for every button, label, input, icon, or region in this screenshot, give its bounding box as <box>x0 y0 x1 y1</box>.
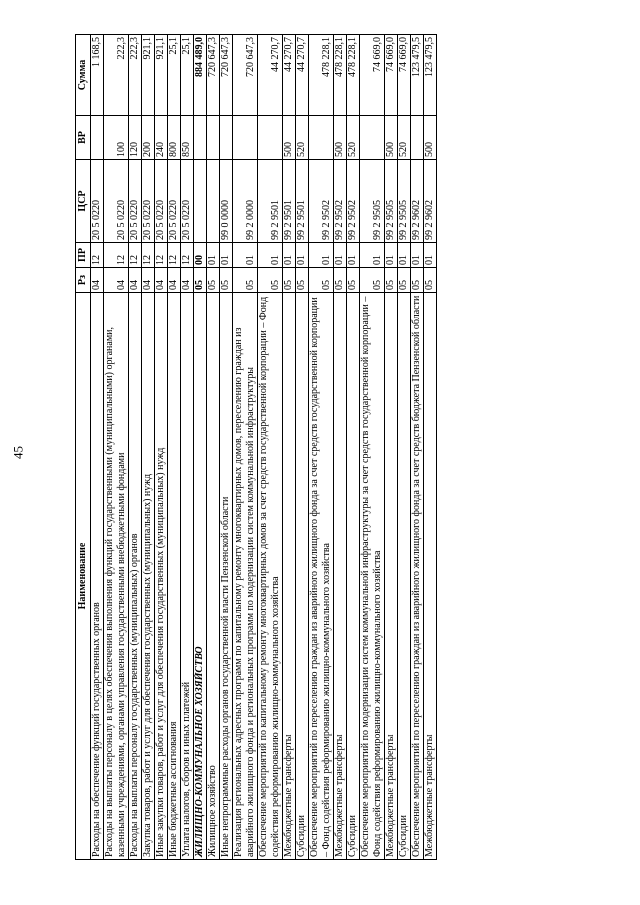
cell-rz: 05 <box>360 268 385 293</box>
cell-rz: 05 <box>424 268 437 293</box>
header-name: Наименование <box>76 293 91 860</box>
cell-pr: 01 <box>309 243 334 268</box>
cell-pr: 12 <box>168 243 181 268</box>
table-row <box>104 35 129 860</box>
table-row <box>194 35 207 860</box>
cell-csr: 99 2 9602 <box>411 160 424 243</box>
cell-pr: 01 <box>398 243 411 268</box>
cell-pr: 01 <box>334 243 347 268</box>
table-row <box>168 35 181 860</box>
cell-vr: 520 <box>296 116 309 160</box>
cell-vr: 500 <box>283 116 296 160</box>
cell-rz: 05 <box>309 268 334 293</box>
cell-pr: 01 <box>360 243 385 268</box>
table-row <box>360 35 385 860</box>
cell-sum: 74 669,0 <box>360 35 385 116</box>
table-row <box>233 35 258 860</box>
cell-name: Реализация региональных адресных программ по капитальному ремонту многоквартирных домов, переселению граждан из аварийного жилищного фонда и региональных программ по модернизации систем коммунальной инфраструктуры <box>233 293 258 860</box>
cell-csr: 99 2 9501 <box>258 160 283 243</box>
cell-name: Обеспечение мероприятий по капитальному ремонту многоквартирных домов за счет средств государственной корпорации – Фонд содействия реформированию жилищно-коммунального хозяйства <box>258 293 283 860</box>
cell-pr: 01 <box>220 243 233 268</box>
table-row <box>385 35 398 860</box>
cell-pr: 12 <box>104 243 129 268</box>
cell-sum: 123 479,5 <box>424 35 437 116</box>
cell-csr: 99 2 9502 <box>334 160 347 243</box>
cell-rz: 05 <box>233 268 258 293</box>
cell-rz: 05 <box>258 268 283 293</box>
cell-pr: 01 <box>411 243 424 268</box>
cell-pr: 01 <box>296 243 309 268</box>
cell-pr: 12 <box>155 243 168 268</box>
cell-rz: 04 <box>155 268 168 293</box>
table-row <box>155 35 168 860</box>
cell-csr: 99 2 9602 <box>424 160 437 243</box>
cell-sum: 123 479,5 <box>411 35 424 116</box>
table-row <box>424 35 437 860</box>
cell-csr: 20 5 0220 <box>155 160 168 243</box>
cell-csr: 20 5 0220 <box>104 160 129 243</box>
table-row <box>181 35 194 860</box>
cell-sum: 25,1 <box>181 35 194 116</box>
cell-sum: 222,3 <box>129 35 142 116</box>
header-sum: Сумма <box>76 35 91 116</box>
cell-name: Межбюджетные трансферты <box>334 293 347 860</box>
cell-pr: 01 <box>347 243 360 268</box>
cell-rz: 04 <box>129 268 142 293</box>
cell-name: Обеспечение мероприятий по переселению граждан из аварийного жилищного фонда за счет средств государственной корпорации – Фонд содействия реформированию жилищно-коммунального хозяйства <box>309 293 334 860</box>
cell-csr: 99 2 9505 <box>398 160 411 243</box>
cell-rz: 05 <box>398 268 411 293</box>
table-row <box>334 35 347 860</box>
cell-name: Субсидии <box>347 293 360 860</box>
cell-sum: 74 669,0 <box>398 35 411 116</box>
cell-name: Межбюджетные трансферты <box>385 293 398 860</box>
table-body <box>91 35 437 860</box>
rotated-page-content <box>75 35 595 860</box>
cell-name: Расходы на выплаты персоналу государственных (муниципальных) органов <box>129 293 142 860</box>
cell-vr <box>207 116 220 160</box>
cell-name: Обеспечение мероприятий по модернизации систем коммунальной инфраструктуры за счет средств государственной корпорации – Фонд содействия реформированию жилищно-коммунального хозяйства <box>360 293 385 860</box>
cell-csr: 99 2 9502 <box>347 160 360 243</box>
cell-sum: 921,1 <box>155 35 168 116</box>
cell-rz: 04 <box>181 268 194 293</box>
cell-csr: 99 2 9502 <box>309 160 334 243</box>
cell-csr: 99 2 9505 <box>385 160 398 243</box>
cell-rz: 04 <box>168 268 181 293</box>
cell-pr: 12 <box>181 243 194 268</box>
cell-csr <box>194 160 207 243</box>
cell-rz: 04 <box>91 268 104 293</box>
cell-sum: 478 228,1 <box>334 35 347 116</box>
cell-rz: 05 <box>334 268 347 293</box>
cell-pr: 01 <box>385 243 398 268</box>
cell-name: Иные закупки товаров, работ и услуг для обеспечения государственных (муниципальных) нужд <box>155 293 168 860</box>
cell-name: Субсидии <box>296 293 309 860</box>
cell-pr: 01 <box>424 243 437 268</box>
cell-rz: 05 <box>220 268 233 293</box>
cell-pr: 01 <box>283 243 296 268</box>
cell-name: Межбюджетные трансферты <box>424 293 437 860</box>
cell-name: ЖИЛИЩНО-КОММУНАЛЬНОЕ ХОЗЯЙСТВО <box>194 293 207 860</box>
cell-rz: 05 <box>347 268 360 293</box>
header-csr: ЦСР <box>76 160 91 243</box>
cell-csr: 20 5 0220 <box>168 160 181 243</box>
cell-vr <box>258 116 283 160</box>
cell-name: Уплата налогов, сборов и иных платежей <box>181 293 194 860</box>
cell-sum: 720 647,3 <box>233 35 258 116</box>
cell-pr: 12 <box>91 243 104 268</box>
cell-sum: 921,1 <box>142 35 155 116</box>
table-row <box>347 35 360 860</box>
header-rz: Рз <box>76 268 91 293</box>
table-row <box>220 35 233 860</box>
page-number: 45 <box>10 446 26 459</box>
cell-csr: 20 5 0220 <box>129 160 142 243</box>
table-row <box>258 35 283 860</box>
cell-rz: 05 <box>411 268 424 293</box>
cell-name: Жилищное хозяйство <box>207 293 220 860</box>
cell-csr: 20 5 0220 <box>181 160 194 243</box>
cell-csr: 99 2 9501 <box>296 160 309 243</box>
cell-vr: 500 <box>385 116 398 160</box>
cell-vr <box>360 116 385 160</box>
cell-rz: 04 <box>142 268 155 293</box>
cell-csr: 99 2 0000 <box>233 160 258 243</box>
cell-sum: 222,3 <box>104 35 129 116</box>
cell-csr: 20 5 0220 <box>91 160 104 243</box>
cell-sum: 884 489,0 <box>194 35 207 116</box>
table-row <box>207 35 220 860</box>
cell-sum: 478 228,1 <box>309 35 334 116</box>
cell-vr <box>233 116 258 160</box>
cell-rz: 05 <box>207 268 220 293</box>
cell-pr: 00 <box>194 243 207 268</box>
cell-sum: 74 669,0 <box>385 35 398 116</box>
cell-csr: 99 2 9501 <box>283 160 296 243</box>
cell-vr: 100 <box>104 116 129 160</box>
budget-table <box>75 34 437 860</box>
table-row <box>296 35 309 860</box>
cell-sum: 478 228,1 <box>347 35 360 116</box>
cell-vr: 240 <box>155 116 168 160</box>
cell-vr <box>194 116 207 160</box>
cell-rz: 05 <box>385 268 398 293</box>
cell-sum: 44 270,7 <box>296 35 309 116</box>
cell-sum: 720 647,3 <box>220 35 233 116</box>
table-row <box>91 35 104 860</box>
cell-sum: 720 647,3 <box>207 35 220 116</box>
cell-vr: 520 <box>398 116 411 160</box>
cell-name: Расходы на выплаты персоналу в целях обеспечения выполнения функций государственными (муниципальными) органами, казенными учреждениями, органами управления государственными внебюджетными фондами <box>104 293 129 860</box>
cell-name: Обеспечение мероприятий по переселению граждан из аварийного жилищного фонда за счет средств бюджета Пензенской области <box>411 293 424 860</box>
cell-vr: 520 <box>347 116 360 160</box>
header-vr: ВР <box>76 116 91 160</box>
cell-name: Закупка товаров, работ и услуг для обеспечения государственных (муниципальных) нужд <box>142 293 155 860</box>
cell-csr: 99 0 0000 <box>220 160 233 243</box>
cell-name: Межбюджетные трансферты <box>283 293 296 860</box>
table-row <box>283 35 296 860</box>
cell-csr: 99 2 9505 <box>360 160 385 243</box>
cell-pr: 01 <box>233 243 258 268</box>
cell-csr: 20 5 0220 <box>142 160 155 243</box>
cell-rz: 05 <box>296 268 309 293</box>
cell-sum: 1 168,5 <box>91 35 104 116</box>
cell-vr: 120 <box>129 116 142 160</box>
table-header-row <box>76 35 91 860</box>
header-pr: ПР <box>76 243 91 268</box>
cell-vr: 200 <box>142 116 155 160</box>
table-row <box>142 35 155 860</box>
cell-sum: 44 270,7 <box>283 35 296 116</box>
table-row <box>129 35 142 860</box>
cell-sum: 25,1 <box>168 35 181 116</box>
cell-pr: 12 <box>142 243 155 268</box>
table-row <box>411 35 424 860</box>
cell-pr: 12 <box>129 243 142 268</box>
cell-name: Субсидии <box>398 293 411 860</box>
cell-vr: 850 <box>181 116 194 160</box>
cell-name: Расходы на обеспечение функций государственных органов <box>91 293 104 860</box>
cell-vr <box>309 116 334 160</box>
table-row <box>309 35 334 860</box>
cell-pr: 01 <box>207 243 220 268</box>
cell-vr <box>91 116 104 160</box>
cell-vr: 800 <box>168 116 181 160</box>
cell-name: Иные бюджетные ассигнования <box>168 293 181 860</box>
cell-vr: 500 <box>334 116 347 160</box>
cell-vr: 500 <box>424 116 437 160</box>
cell-rz: 05 <box>194 268 207 293</box>
cell-name: Иные непрограммные расходы органов государственной власти Пензенской области <box>220 293 233 860</box>
cell-csr <box>207 160 220 243</box>
cell-sum: 44 270,7 <box>258 35 283 116</box>
cell-rz: 04 <box>104 268 129 293</box>
cell-pr: 01 <box>258 243 283 268</box>
cell-vr <box>220 116 233 160</box>
cell-vr <box>411 116 424 160</box>
cell-rz: 05 <box>283 268 296 293</box>
table-row <box>398 35 411 860</box>
